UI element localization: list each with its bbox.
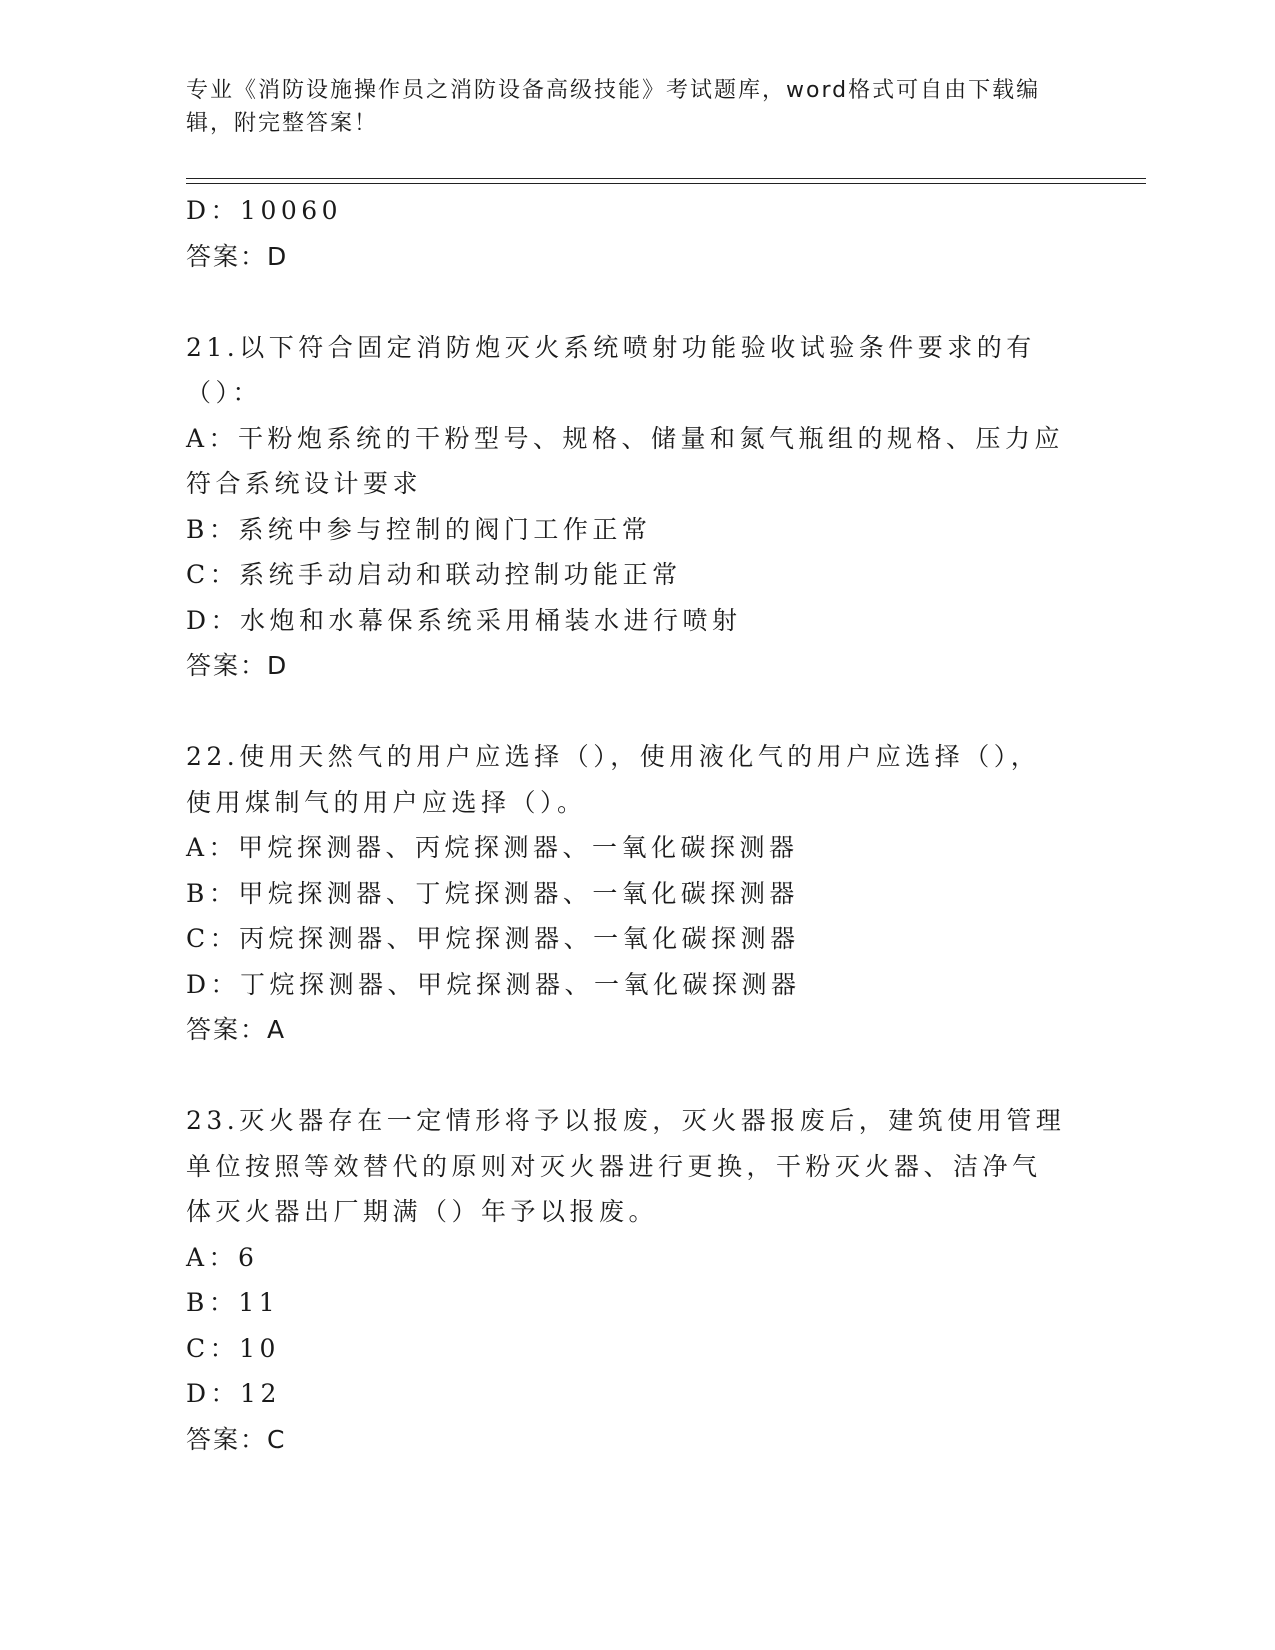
option-b: B：系统中参与控制的阀门工作正常 <box>186 514 652 544</box>
answer-line: 答案：C <box>186 1424 287 1454</box>
question-stem: 21.以下符合固定消防炮灭火系统喷射功能验收试验条件要求的有（）： <box>186 332 1036 407</box>
question-23 <box>186 1098 1066 1462</box>
previous-question-tail <box>186 188 1066 279</box>
answer-line: 答案：A <box>186 1015 287 1044</box>
option-a: A：甲烷探测器、丙烷探测器、一氧化碳探测器 <box>186 833 799 862</box>
option-c: C：系统手动启动和联动控制功能正常 <box>186 560 682 589</box>
option-c: C：10 <box>186 1333 280 1363</box>
document-header <box>186 74 1066 140</box>
answer-line: 答案：D <box>186 651 289 680</box>
option-d: D：12 <box>186 1379 281 1408</box>
option-d: D：丁烷探测器、甲烷探测器、一氧化碳探测器 <box>186 969 801 999</box>
question-22 <box>186 734 1066 1053</box>
option-c: C：丙烷探测器、甲烷探测器、一氧化碳探测器 <box>186 924 800 953</box>
option-a: A：6 <box>186 1242 259 1272</box>
question-stem: 22.使用天然气的用户应选择（），使用液化气的用户应选择（），使用煤制气的用户应选择（）。 <box>186 742 1041 817</box>
option-d: D：10060 <box>186 196 343 225</box>
question-21 <box>186 325 1066 689</box>
header-text: 专业《消防设施操作员之消防设备高级技能》考试题库，word格式可自由下载编辑，附完整答案！ <box>186 78 1041 136</box>
option-b: B：11 <box>186 1288 280 1317</box>
question-stem: 23.灭火器存在一定情形将予以报废，灭火器报废后，建筑使用管理单位按照等效替代的原则对灭火器进行更换，干粉灭火器、洁净气体灭火器出厂期满（）年予以报废。 <box>186 1106 1066 1226</box>
option-d: D：水炮和水幕保系统采用桶装水进行喷射 <box>186 605 742 635</box>
answer-line: 答案：D <box>186 241 289 271</box>
option-a: A：干粉炮系统的干粉型号、规格、储量和氮气瓶组的规格、压力应符合系统设计要求 <box>186 423 1065 498</box>
header-divider-bottom <box>186 183 1146 184</box>
question-list <box>186 188 1066 1462</box>
header-divider-top <box>186 178 1146 179</box>
option-b: B：甲烷探测器、丁烷探测器、一氧化碳探测器 <box>186 878 799 908</box>
